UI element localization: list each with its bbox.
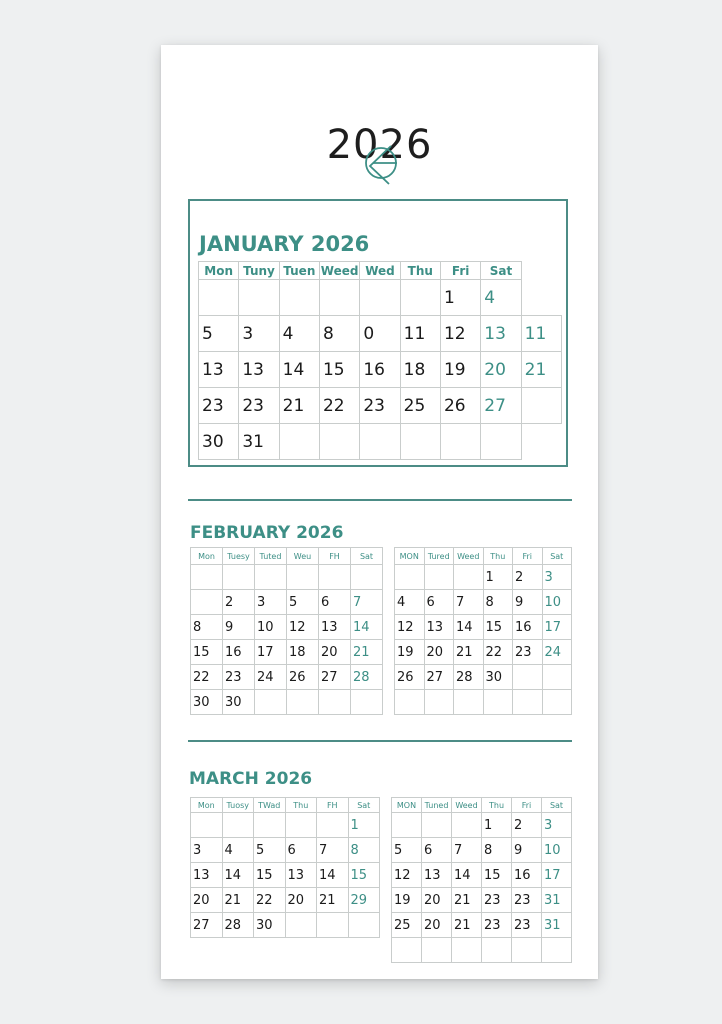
day-cell: 9 (223, 615, 255, 640)
week-row (199, 352, 562, 388)
weekday-header: Weu (287, 548, 319, 565)
year-title: 2026 (326, 122, 433, 168)
week-row (191, 565, 383, 590)
day-cell: 21 (317, 888, 349, 913)
day-cell (239, 280, 279, 316)
week-row (191, 838, 380, 863)
day-cell: 13 (191, 863, 223, 888)
day-cell: 19 (392, 888, 422, 913)
day-cell (513, 665, 543, 690)
day-cell (512, 938, 542, 963)
day-cell (319, 424, 359, 460)
day-cell (348, 913, 380, 938)
day-cell (317, 813, 349, 838)
day-cell: 13 (481, 316, 521, 352)
day-cell: 19 (440, 352, 480, 388)
day-cell: 13 (199, 352, 239, 388)
day-cell: 15 (483, 615, 513, 640)
calendar-grid-march-right (391, 797, 572, 963)
day-cell (285, 913, 317, 938)
day-cell: 1 (482, 813, 512, 838)
day-cell: 6 (424, 590, 454, 615)
day-cell: 4 (395, 590, 425, 615)
day-cell: 12 (395, 615, 425, 640)
day-cell: 22 (191, 665, 223, 690)
week-row (191, 690, 383, 715)
day-cell: 12 (440, 316, 480, 352)
weekday-header: Mon (191, 548, 223, 565)
day-cell: 3 (191, 838, 223, 863)
day-cell: 20 (424, 640, 454, 665)
day-cell: 16 (513, 615, 543, 640)
day-cell (482, 938, 512, 963)
day-cell: 14 (351, 615, 383, 640)
week-row (199, 316, 562, 352)
day-cell (395, 690, 425, 715)
day-cell: 30 (199, 424, 239, 460)
day-cell: 18 (287, 640, 319, 665)
day-cell: 15 (319, 352, 359, 388)
day-cell: 30 (483, 665, 513, 690)
day-cell (351, 690, 383, 715)
day-cell: 21 (521, 352, 561, 388)
week-row (392, 888, 572, 913)
week-row (395, 665, 572, 690)
day-cell (317, 913, 349, 938)
day-cell: 22 (483, 640, 513, 665)
weekday-header: Tuen (279, 262, 319, 280)
day-cell (452, 813, 482, 838)
day-cell: 13 (285, 863, 317, 888)
weekday-header: MON (395, 548, 425, 565)
weekday-header: Tuosy (222, 798, 254, 813)
weekday-header: Thu (285, 798, 317, 813)
day-cell: 0 (360, 316, 400, 352)
day-cell: 6 (319, 590, 351, 615)
weekday-header: Fri (513, 548, 543, 565)
day-cell: 31 (542, 888, 572, 913)
week-row (191, 813, 380, 838)
day-cell: 21 (454, 640, 484, 665)
day-cell (513, 690, 543, 715)
day-cell: 15 (191, 640, 223, 665)
calendar-grid-february-left (190, 547, 383, 715)
day-cell: 13 (319, 615, 351, 640)
week-row (191, 888, 380, 913)
day-cell: 9 (512, 838, 542, 863)
weekday-header: Thu (400, 262, 440, 280)
week-row (392, 863, 572, 888)
month-title-february: FEBRUARY 2026 (190, 523, 344, 543)
day-cell: 21 (452, 888, 482, 913)
day-cell: 10 (255, 615, 287, 640)
day-cell (395, 565, 425, 590)
day-cell: 17 (255, 640, 287, 665)
day-cell: 31 (542, 913, 572, 938)
day-cell: 30 (191, 690, 223, 715)
month-title-march: MARCH 2026 (189, 769, 313, 789)
day-cell: 28 (454, 665, 484, 690)
day-cell: 1 (483, 565, 513, 590)
day-cell: 31 (239, 424, 279, 460)
day-cell: 8 (482, 838, 512, 863)
day-cell: 12 (392, 863, 422, 888)
weekday-header: MON (392, 798, 422, 813)
weekday-header: Tuesy (223, 548, 255, 565)
day-cell: 8 (483, 590, 513, 615)
weekday-header-row (191, 798, 380, 813)
week-row (191, 640, 383, 665)
day-cell: 21 (222, 888, 254, 913)
day-cell: 16 (223, 640, 255, 665)
day-cell: 25 (400, 388, 440, 424)
weekday-header-row (395, 548, 572, 565)
weekday-header: Fri (512, 798, 542, 813)
day-cell: 15 (348, 863, 380, 888)
day-cell: 1 (348, 813, 380, 838)
month-title-january: JANUARY 2026 (199, 232, 370, 256)
day-cell (191, 813, 223, 838)
day-cell (422, 938, 452, 963)
day-cell (351, 565, 383, 590)
day-cell: 23 (199, 388, 239, 424)
day-cell: 3 (542, 565, 572, 590)
weekday-header: Mon (191, 798, 223, 813)
day-cell: 20 (319, 640, 351, 665)
day-cell: 5 (392, 838, 422, 863)
day-cell: 14 (454, 615, 484, 640)
week-row (199, 388, 562, 424)
day-cell (223, 565, 255, 590)
day-cell: 23 (223, 665, 255, 690)
day-cell: 3 (255, 590, 287, 615)
day-cell (222, 813, 254, 838)
day-cell: 13 (424, 615, 454, 640)
week-row (191, 665, 383, 690)
divider (188, 740, 572, 742)
calendar-sheet (161, 45, 598, 979)
day-cell (319, 280, 359, 316)
weekday-header: Sat (481, 262, 521, 280)
day-cell: 29 (348, 888, 380, 913)
week-row (395, 590, 572, 615)
day-cell: 7 (317, 838, 349, 863)
weekday-header: Mon (199, 262, 239, 280)
day-cell (255, 565, 287, 590)
divider (188, 499, 572, 501)
week-row (199, 424, 562, 460)
day-cell: 22 (254, 888, 286, 913)
day-cell: 17 (542, 615, 572, 640)
day-cell (424, 565, 454, 590)
day-cell (360, 280, 400, 316)
day-cell: 3 (542, 813, 572, 838)
day-cell: 26 (395, 665, 425, 690)
day-cell: 19 (395, 640, 425, 665)
day-cell: 21 (452, 913, 482, 938)
day-cell: 8 (191, 615, 223, 640)
day-cell: 27 (481, 388, 521, 424)
weekday-header: Thu (482, 798, 512, 813)
day-cell (454, 565, 484, 590)
weekday-header: Tuny (239, 262, 279, 280)
calendar-grid-march-left (190, 797, 380, 938)
weekday-header: Tuned (422, 798, 452, 813)
day-cell: 18 (400, 352, 440, 388)
week-row (395, 615, 572, 640)
day-cell: 20 (422, 888, 452, 913)
day-cell: 26 (440, 388, 480, 424)
day-cell (191, 590, 223, 615)
day-cell (255, 690, 287, 715)
day-cell: 3 (239, 316, 279, 352)
day-cell: 9 (513, 590, 543, 615)
weekday-header: Weed (320, 263, 359, 278)
week-row (199, 280, 562, 316)
weekday-header-row (199, 262, 562, 280)
weekday-header: Sat (348, 798, 380, 813)
day-cell: 7 (452, 838, 482, 863)
day-cell: 10 (542, 590, 572, 615)
day-cell (521, 388, 561, 424)
day-cell: 15 (254, 863, 286, 888)
week-row (392, 913, 572, 938)
day-cell (360, 424, 400, 460)
weekday-header: Tured (424, 548, 454, 565)
day-cell (392, 938, 422, 963)
day-cell: 23 (482, 888, 512, 913)
weekday-header: FH (319, 548, 351, 565)
calendar-grid-january (198, 261, 562, 460)
day-cell (542, 665, 572, 690)
day-cell: 8 (348, 838, 380, 863)
day-cell: 6 (285, 838, 317, 863)
day-cell: 2 (223, 590, 255, 615)
day-cell (454, 690, 484, 715)
day-cell: 21 (351, 640, 383, 665)
day-cell (279, 280, 319, 316)
day-cell: 4 (481, 280, 521, 316)
day-cell: 14 (222, 863, 254, 888)
day-cell (285, 813, 317, 838)
day-cell: 14 (317, 863, 349, 888)
day-cell: 2 (513, 565, 543, 590)
week-row (392, 813, 572, 838)
day-cell: 23 (482, 913, 512, 938)
day-cell (319, 690, 351, 715)
day-cell: 5 (199, 316, 239, 352)
day-cell: 11 (400, 316, 440, 352)
day-cell: 26 (287, 665, 319, 690)
day-cell: 1 (440, 280, 480, 316)
week-row (395, 640, 572, 665)
day-cell: 7 (351, 590, 383, 615)
day-cell: 16 (512, 863, 542, 888)
day-cell: 6 (422, 838, 452, 863)
day-cell: 28 (351, 665, 383, 690)
day-cell (542, 938, 572, 963)
day-cell (542, 690, 572, 715)
weekday-header: Sat (542, 548, 572, 565)
day-cell (400, 280, 440, 316)
day-cell: 20 (481, 352, 521, 388)
day-cell: 11 (521, 316, 561, 352)
day-cell (319, 565, 351, 590)
day-cell: 5 (254, 838, 286, 863)
day-cell (424, 690, 454, 715)
weekday-header: Fri (440, 262, 480, 280)
day-cell: 13 (422, 863, 452, 888)
day-cell: 23 (360, 388, 400, 424)
day-cell: 30 (254, 913, 286, 938)
day-cell (254, 813, 286, 838)
day-cell (440, 424, 480, 460)
weekday-header: TWad (254, 798, 286, 813)
weekday-header: Weed (452, 798, 482, 813)
day-cell: 5 (287, 590, 319, 615)
day-cell (287, 690, 319, 715)
weekday-header: FH (317, 798, 349, 813)
day-cell: 20 (285, 888, 317, 913)
day-cell: 24 (255, 665, 287, 690)
day-cell (199, 280, 239, 316)
day-cell: 27 (319, 665, 351, 690)
day-cell: 10 (542, 838, 572, 863)
day-cell: 17 (542, 863, 572, 888)
day-cell: 23 (239, 388, 279, 424)
weekday-header: Thu (483, 548, 513, 565)
calendar-grid-february-right (394, 547, 572, 715)
week-row (191, 913, 380, 938)
day-cell (191, 565, 223, 590)
week-row (392, 938, 572, 963)
day-cell (279, 424, 319, 460)
day-cell: 13 (239, 352, 279, 388)
day-cell (452, 938, 482, 963)
day-cell: 23 (512, 913, 542, 938)
day-cell: 4 (222, 838, 254, 863)
day-cell: 20 (422, 913, 452, 938)
day-cell: 22 (319, 388, 359, 424)
day-cell (400, 424, 440, 460)
day-cell: 27 (424, 665, 454, 690)
circle-arrow-logo-icon (361, 139, 401, 187)
day-cell (392, 813, 422, 838)
day-cell: 8 (319, 316, 359, 352)
day-cell (481, 424, 521, 460)
day-cell: 23 (513, 640, 543, 665)
day-cell (422, 813, 452, 838)
weekday-header-row (392, 798, 572, 813)
week-row (395, 565, 572, 590)
day-cell: 20 (191, 888, 223, 913)
day-cell: 15 (482, 863, 512, 888)
week-row (191, 615, 383, 640)
day-cell: 24 (542, 640, 572, 665)
weekday-header: Wed (360, 262, 400, 280)
weekday-header: Sat (542, 798, 572, 813)
day-cell: 12 (287, 615, 319, 640)
day-cell: 30 (223, 690, 255, 715)
day-cell (483, 690, 513, 715)
day-cell: 4 (279, 316, 319, 352)
weekday-header: Weed (454, 548, 484, 565)
week-row (395, 690, 572, 715)
day-cell: 14 (279, 352, 319, 388)
day-cell (287, 565, 319, 590)
day-cell: 27 (191, 913, 223, 938)
week-row (191, 863, 380, 888)
day-cell: 7 (454, 590, 484, 615)
day-cell: 14 (452, 863, 482, 888)
day-cell: 23 (512, 888, 542, 913)
weekday-header: Tuted (255, 548, 287, 565)
day-cell: 25 (392, 913, 422, 938)
weekday-header: Sat (351, 548, 383, 565)
weekday-header-row (191, 548, 383, 565)
day-cell: 16 (360, 352, 400, 388)
week-row (191, 590, 383, 615)
week-row (392, 838, 572, 863)
day-cell: 28 (222, 913, 254, 938)
day-cell: 2 (512, 813, 542, 838)
day-cell: 21 (279, 388, 319, 424)
